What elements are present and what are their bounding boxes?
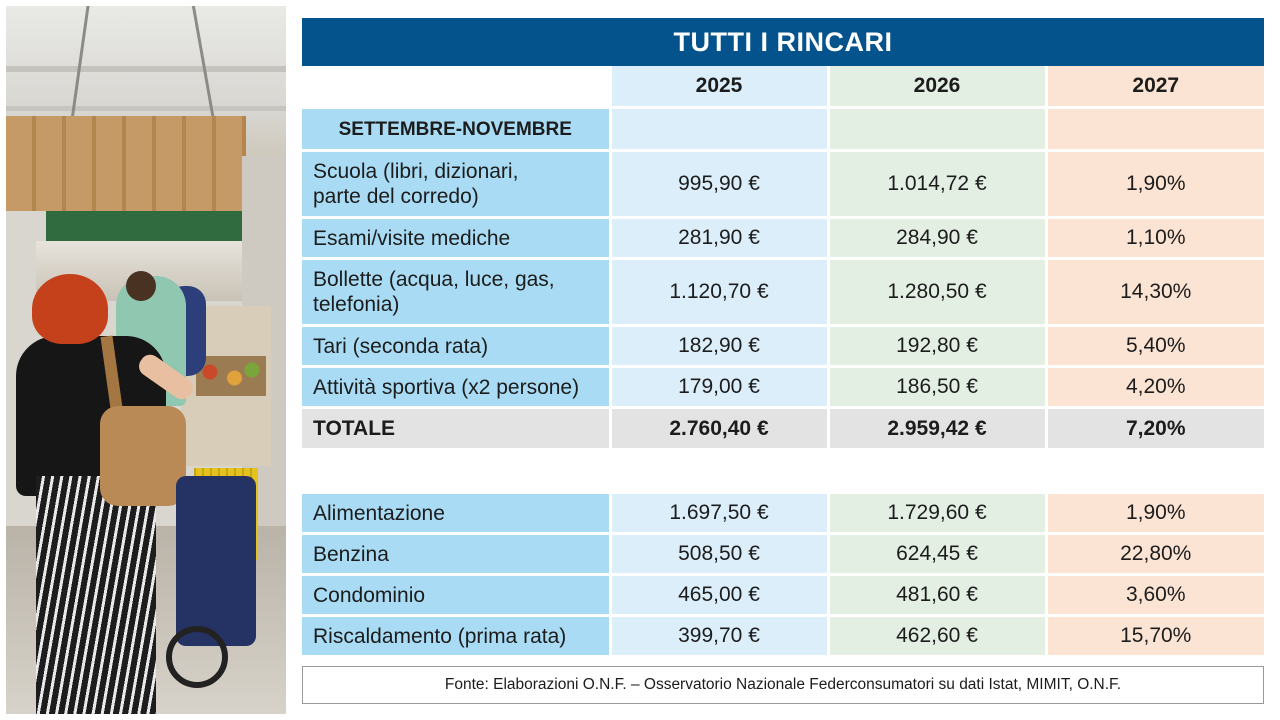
row-label-line: parte del corredo) [313,185,479,208]
section-header-row [302,108,1264,151]
table-row [302,575,1264,616]
row-label-line: Bollette (acqua, luce, gas, [313,268,555,291]
total-2027: 7,20% [1046,408,1264,450]
row-label: Alimentazione [302,493,610,534]
value-2026: 1.280,50 € [828,259,1046,326]
row-label-line: Scuola (libri, dizionari, [313,160,519,183]
year-header-2027: 2027 [1046,66,1264,108]
value-2027: 15,70% [1046,616,1264,656]
row-label: Riscaldamento (prima rata) [302,616,610,656]
value-2026: 1.729,60 € [828,493,1046,534]
row-label: Tari (seconda rata) [302,326,610,367]
table-row [302,218,1264,259]
spacer-cell [828,450,1046,493]
value-2027: 3,60% [1046,575,1264,616]
rincari-table [302,66,1264,655]
value-2027: 1,10% [1046,218,1264,259]
spacer-row [302,450,1264,493]
section-label: SETTEMBRE-NOVEMBRE [302,108,610,151]
row-label: Attività sportiva (x2 persone) [302,367,610,408]
row-label-line: telefonia) [313,293,400,316]
spacer-cell [1046,450,1264,493]
table-row [302,534,1264,575]
value-2025: 1.120,70 € [610,259,828,326]
value-2025: 508,50 € [610,534,828,575]
row-label [302,151,610,218]
value-2025: 1.697,50 € [610,493,828,534]
value-2025: 399,70 € [610,616,828,656]
rincari-table-panel [302,18,1264,704]
value-2027: 4,20% [1046,367,1264,408]
year-header-row [302,66,1264,108]
value-2027: 1,90% [1046,151,1264,218]
table-row [302,367,1264,408]
total-2025: 2.760,40 € [610,408,828,450]
value-2026: 284,90 € [828,218,1046,259]
total-row [302,408,1264,450]
value-2026: 624,45 € [828,534,1046,575]
row-label [302,259,610,326]
value-2025: 182,90 € [610,326,828,367]
total-2026: 2.959,42 € [828,408,1046,450]
year-header-2026: 2026 [828,66,1046,108]
table-row [302,259,1264,326]
value-2027: 1,90% [1046,493,1264,534]
value-2027: 14,30% [1046,259,1264,326]
row-label: Esami/visite mediche [302,218,610,259]
value-2025: 465,00 € [610,575,828,616]
row-label: Condominio [302,575,610,616]
section-empty-cell [1046,108,1264,151]
value-2025: 281,90 € [610,218,828,259]
spacer-cell [610,450,828,493]
value-2026: 481,60 € [828,575,1046,616]
supermarket-photo [6,6,286,714]
value-2025: 179,00 € [610,367,828,408]
header-blank-cell [302,66,610,108]
table-row [302,616,1264,656]
section-empty-cell [610,108,828,151]
value-2027: 5,40% [1046,326,1264,367]
value-2026: 1.014,72 € [828,151,1046,218]
year-header-2025: 2025 [610,66,828,108]
table-title: TUTTI I RINCARI [302,18,1264,66]
source-note: Fonte: Elaborazioni O.N.F. – Osservatorio Nazionale Federconsumatori su dati Istat, MIMIT, O.N.F. [302,666,1264,704]
value-2027: 22,80% [1046,534,1264,575]
table-row [302,326,1264,367]
value-2025: 995,90 € [610,151,828,218]
table-row [302,151,1264,218]
value-2026: 186,50 € [828,367,1046,408]
row-label: Benzina [302,534,610,575]
spacer-cell [302,450,610,493]
table-row [302,493,1264,534]
value-2026: 462,60 € [828,616,1046,656]
section-empty-cell [828,108,1046,151]
value-2026: 192,80 € [828,326,1046,367]
total-label: TOTALE [302,408,610,450]
